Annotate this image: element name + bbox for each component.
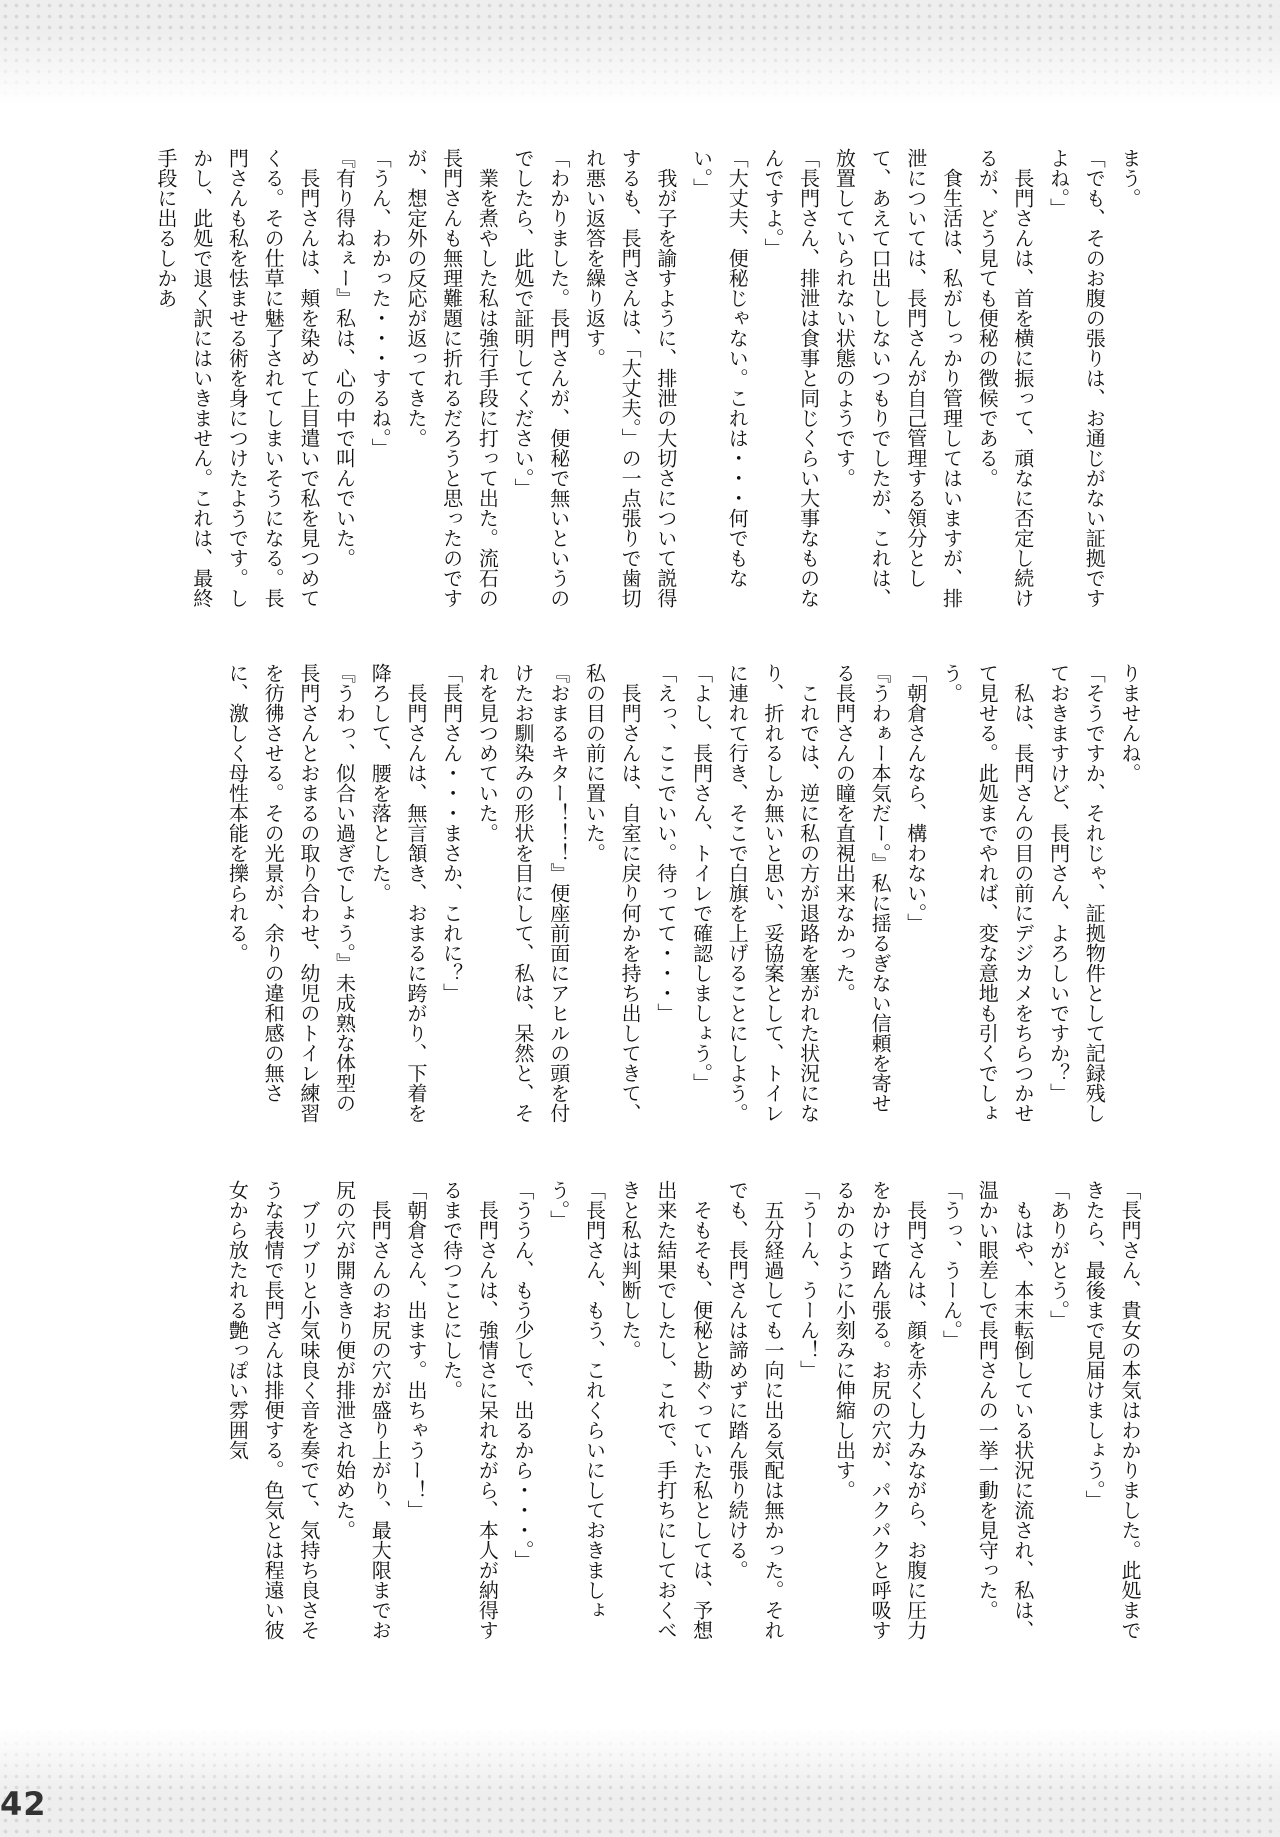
paragraph: 『おまるキター！！！』便座前面にアヒルの頭を付けたお馴染みの形状を目にして、私は、呆然と、それを見つめていた。 [475, 663, 571, 1123]
paragraph: 私は、長門さんの目の前にデジカメをちらつかせて見せる。此処までやれば、変な意地も引くでしょう。 [939, 663, 1035, 1123]
paragraph: そもそも、便秘と勘ぐっていた私としては、予想出来た結果でしたし、これで、手打ちにしておくべきと私は判断した。 [618, 1180, 714, 1640]
paragraph: 「長門さん、排泄は食事と同じくらい大事なものなんですよ。」 [760, 148, 821, 608]
paragraph: 「大丈夫、便秘じゃない。これは・・・何でもない。」 [689, 148, 750, 588]
paragraph: 「でも、そのお腹の張りは、お通じがない証拠ですよね。」 [1046, 148, 1107, 608]
paragraph: 「よし、長門さん、トイレで確認しましょう。」 [689, 663, 714, 1093]
paragraph: 「朝倉さんなら、構わない。」 [903, 663, 928, 933]
paragraph: 「そうですか、それじゃ、証拠物件として記録残しておきますけど、長門さん、よろしいですか？」 [1046, 663, 1107, 1123]
paragraph: 「えっ、ここでいい。待ってて・・・」 [653, 663, 678, 1023]
paragraph: 業を煮やした私は強行手段に打って出た。流石の長門さんも無理難題に折れるだろうと思ったのですが、想定外の反応が返ってきた。 [403, 148, 500, 608]
paragraph: 「うん、わかった・・・するね。」 [368, 148, 393, 458]
paragraph: 『うわぁー本気だー。』私に揺るぎない信頼を寄せる長門さんの瞳を直視出来なかった。 [832, 663, 893, 1113]
paragraph: 「うーん、うーん！」 [796, 1180, 821, 1380]
paragraph: これでは、逆に私の方が退路を塞がれた状況になり、折れるしか無いと思い、妥協案として、トイレに連れて行き、そこで白旗を上げることにしよう。 [725, 663, 821, 1123]
paragraph: 食生活は、私がしっかり管理してはいますが、排泄については、長門さんが自己管理する領分として、あえて口出ししないつもりでしたが、これは、放置していられない状態のようです。 [832, 148, 964, 608]
paragraph: まう。 [1118, 148, 1142, 208]
paragraph: 五分経過しても一向に出る気配は無かった。それでも、長門さんは諦めずに踏ん張り続ける。 [725, 1180, 785, 1640]
paragraph: 長門さんは、首を横に振って、頑なに否定し続けるが、どう見ても便秘の徴候である。 [975, 148, 1035, 608]
page-number: 42 [0, 1785, 47, 1823]
paragraph: 『うわっ、似合い過ぎでしょう。』未成熟な体型の長門さんとおまるの取り合わせ、幼児のトイレ練習を彷彿させる。その光景が、余りの違和感の無さに、激しく母性本能を擽られる。 [225, 663, 357, 1123]
bottom-dotted-band [0, 1727, 1280, 1837]
paragraph: ブリブリと小気味良く音を奏でて、気持ち良さそうな表情で長門さんは排便する。色気とは程遠い彼女から放たれる艶っぽい雰囲気 [225, 1180, 321, 1640]
paragraph: 長門さんは、自室に戻り何かを持ち出してきて、私の目の前に置いた。 [582, 663, 643, 1123]
paragraph: 「ううん、もう少しで、出るから・・・。」 [511, 1180, 536, 1570]
paragraph: りませんね。 [1118, 663, 1142, 783]
paragraph: 長門さんのお尻の穴が盛り上がり、最大限までお尻の穴が開ききり便が排泄され始めた。 [332, 1180, 393, 1640]
text-tier-bottom [130, 1180, 1147, 1648]
paragraph: 「うっ、うーん。」 [939, 1180, 964, 1350]
paragraph: 「朝倉さん、出ます。出ちゃうー！」 [403, 1180, 428, 1520]
top-dotted-band [0, 0, 1280, 104]
paragraph: 長門さんは、顔を赤くし力みながら、お腹に圧力をかけて踏ん張る。お尻の穴が、パクパクと呼吸するかのように小刻みに伸縮し出す。 [832, 1180, 928, 1640]
paragraph: 「わかりました。長門さんが、便秘で無いというのでしたら、此処で証明してください。」 [511, 148, 571, 608]
paragraph: 「長門さん、もう、これくらいにしておきましょう。」 [546, 1180, 607, 1620]
paragraph: もはや、本末転倒している状況に流され、私は、温かい眼差しで長門さんの一挙一動を見守った。 [975, 1180, 1035, 1640]
text-tier-top [130, 148, 1147, 615]
paragraph: 「ありがとう。」 [1046, 1180, 1071, 1330]
paragraph: 我が子を諭すように、排泄の大切さについて説得するも、長門さんは、「大丈夫。」の一点張りで歯切れ悪い返答を繰り返す。 [582, 148, 678, 608]
paragraph: 「長門さん、貴女の本気はわかりました。此処まできたら、最後まで見届けましょう。」 [1082, 1180, 1142, 1640]
paragraph: 「長門さん・・・まさか、これに？」 [439, 663, 464, 1003]
text-tier-middle [130, 663, 1147, 1131]
paragraph: 『有り得ねぇー』私は、心の中で叫んでいた。 [332, 148, 357, 568]
paragraph: 長門さんは、無言頷き、おまるに跨がり、下着を降ろして、腰を落とした。 [368, 663, 428, 1123]
paragraph: 長門さんは、頬を染めて上目遣いで私を見つめてくる。その仕草に魅了されてしまいそうになる。長門さんも私を怯ませる術を身につけたようです。しかし、此処で退く訳にはいきません。これは、最終手段に出るしかあ [154, 148, 321, 608]
paragraph: 長門さんは、強情さに呆れながら、本人が納得するまで待つことにした。 [439, 1180, 500, 1640]
